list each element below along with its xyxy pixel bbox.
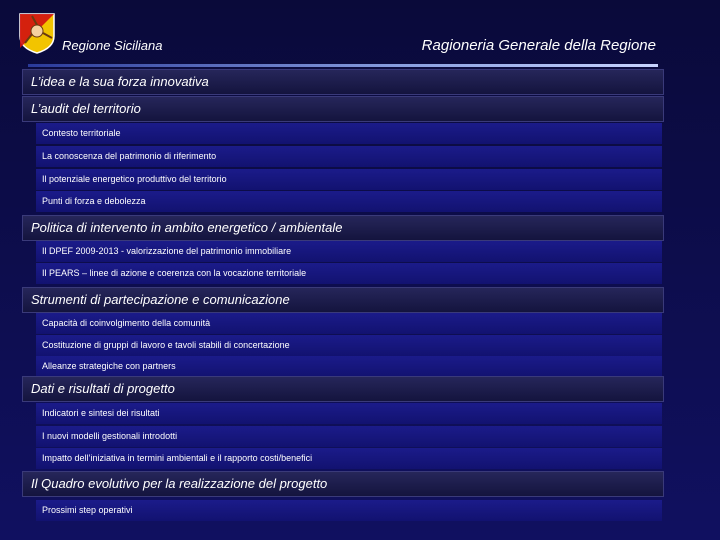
outline-item: Punti di forza e debolezza xyxy=(36,191,662,212)
outline-item: Il PEARS – linee di azione e coerenza con la vocazione territoriale xyxy=(36,263,662,284)
outline-item: Impatto dell’iniziativa in termini ambientali e il rapporto costi/benefici xyxy=(36,448,662,469)
outline-item: La conoscenza del patrimonio di riferimento xyxy=(36,146,662,167)
outline-item: Contesto territoriale xyxy=(36,123,662,144)
outline-item: I nuovi modelli gestionali introdotti xyxy=(36,426,662,447)
region-title: Regione Siciliana xyxy=(62,38,163,53)
outline-section: Dati e risultati di progetto xyxy=(22,376,664,402)
outline-section: Strumenti di partecipazione e comunicazione xyxy=(22,287,664,313)
outline-section: L’audit del territorio xyxy=(22,96,664,122)
outline-section: Il Quadro evolutivo per la realizzazione del progetto xyxy=(22,471,664,497)
outline-section: L’idea e la sua forza innovativa xyxy=(22,69,664,95)
outline-item: Il potenziale energetico produttivo del territorio xyxy=(36,169,662,190)
department-title: Ragioneria Generale della Regione xyxy=(421,37,656,54)
outline-item: Prossimi step operativi xyxy=(36,500,662,521)
sicily-trinacria-emblem-icon xyxy=(18,12,56,54)
outline-item: Alleanze strategiche con partners xyxy=(36,356,662,377)
outline-item: Il DPEF 2009-2013 - valorizzazione del patrimonio immobiliare xyxy=(36,241,662,262)
outline-item: Indicatori e sintesi dei risultati xyxy=(36,403,662,424)
header-divider xyxy=(28,64,658,67)
outline-item: Costituzione di gruppi di lavoro e tavoli stabili di concertazione xyxy=(36,335,662,356)
outline-item: Capacità di coinvolgimento della comunità xyxy=(36,313,662,334)
outline-section: Politica di intervento in ambito energetico / ambientale xyxy=(22,215,664,241)
